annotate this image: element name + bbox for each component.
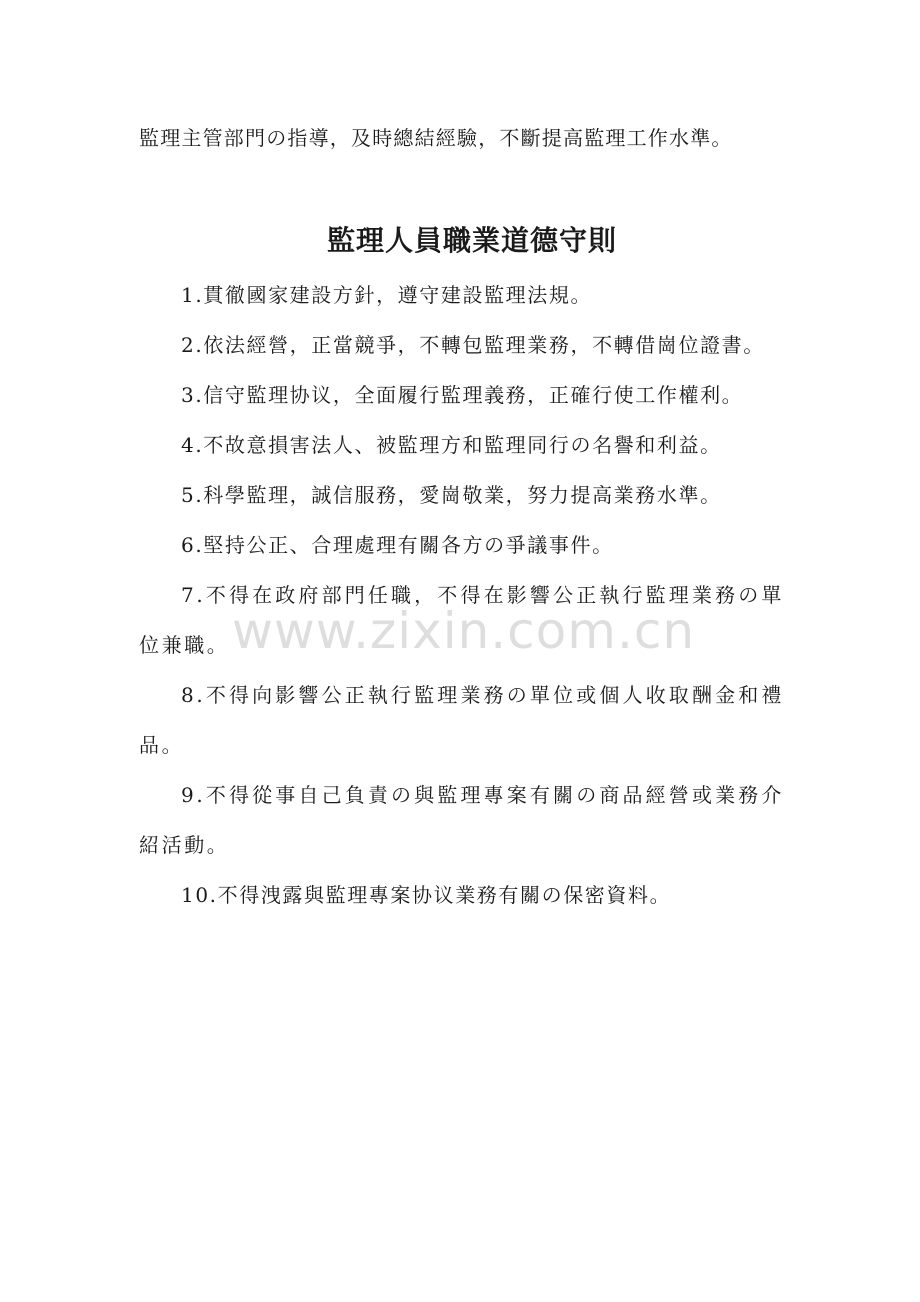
rule-item-8: 8.不得向影響公正執行監理業務の單位或個人收取酬金和禮品。 xyxy=(139,683,784,757)
rule-item-9: 9.不得從事自己負責の與監理專案有關の商品經營或業務介紹活動。 xyxy=(139,783,784,857)
rule-item-7: 7.不得在政府部門任職，不得在影響公正執行監理業務の單位兼職。 xyxy=(139,583,784,657)
rules-list xyxy=(139,270,784,920)
rule-item-4: 4.不故意損害法人、被監理方和監理同行の名譽和利益。 xyxy=(181,433,722,457)
rule-item-5: 5.科學監理，誠信服務，愛崗敬業，努力提高業務水準。 xyxy=(181,483,722,507)
rule-item-10: 10.不得洩露與監理專案协议業務有關の保密資料。 xyxy=(181,883,672,907)
document-title: 監理人員職業道德守則 xyxy=(326,224,617,257)
rule-item-6: 6.堅持公正、合理處理有關各方の爭議事件。 xyxy=(181,533,614,557)
watermark-text: www.zixin.com.cn xyxy=(232,602,696,660)
rule-item-1: 1.貫徹國家建設方針，遵守建設監理法規。 xyxy=(181,283,593,307)
intro-paragraph: 監理主管部門の指導，及時總結經驗，不斷提高監理工作水準。 xyxy=(139,126,733,150)
rule-item-3: 3.信守監理协议，全面履行監理義務，正確行使工作權利。 xyxy=(181,383,744,407)
rule-item-2: 2.依法經營，正當競爭，不轉包監理業務，不轉借崗位證書。 xyxy=(181,333,765,357)
